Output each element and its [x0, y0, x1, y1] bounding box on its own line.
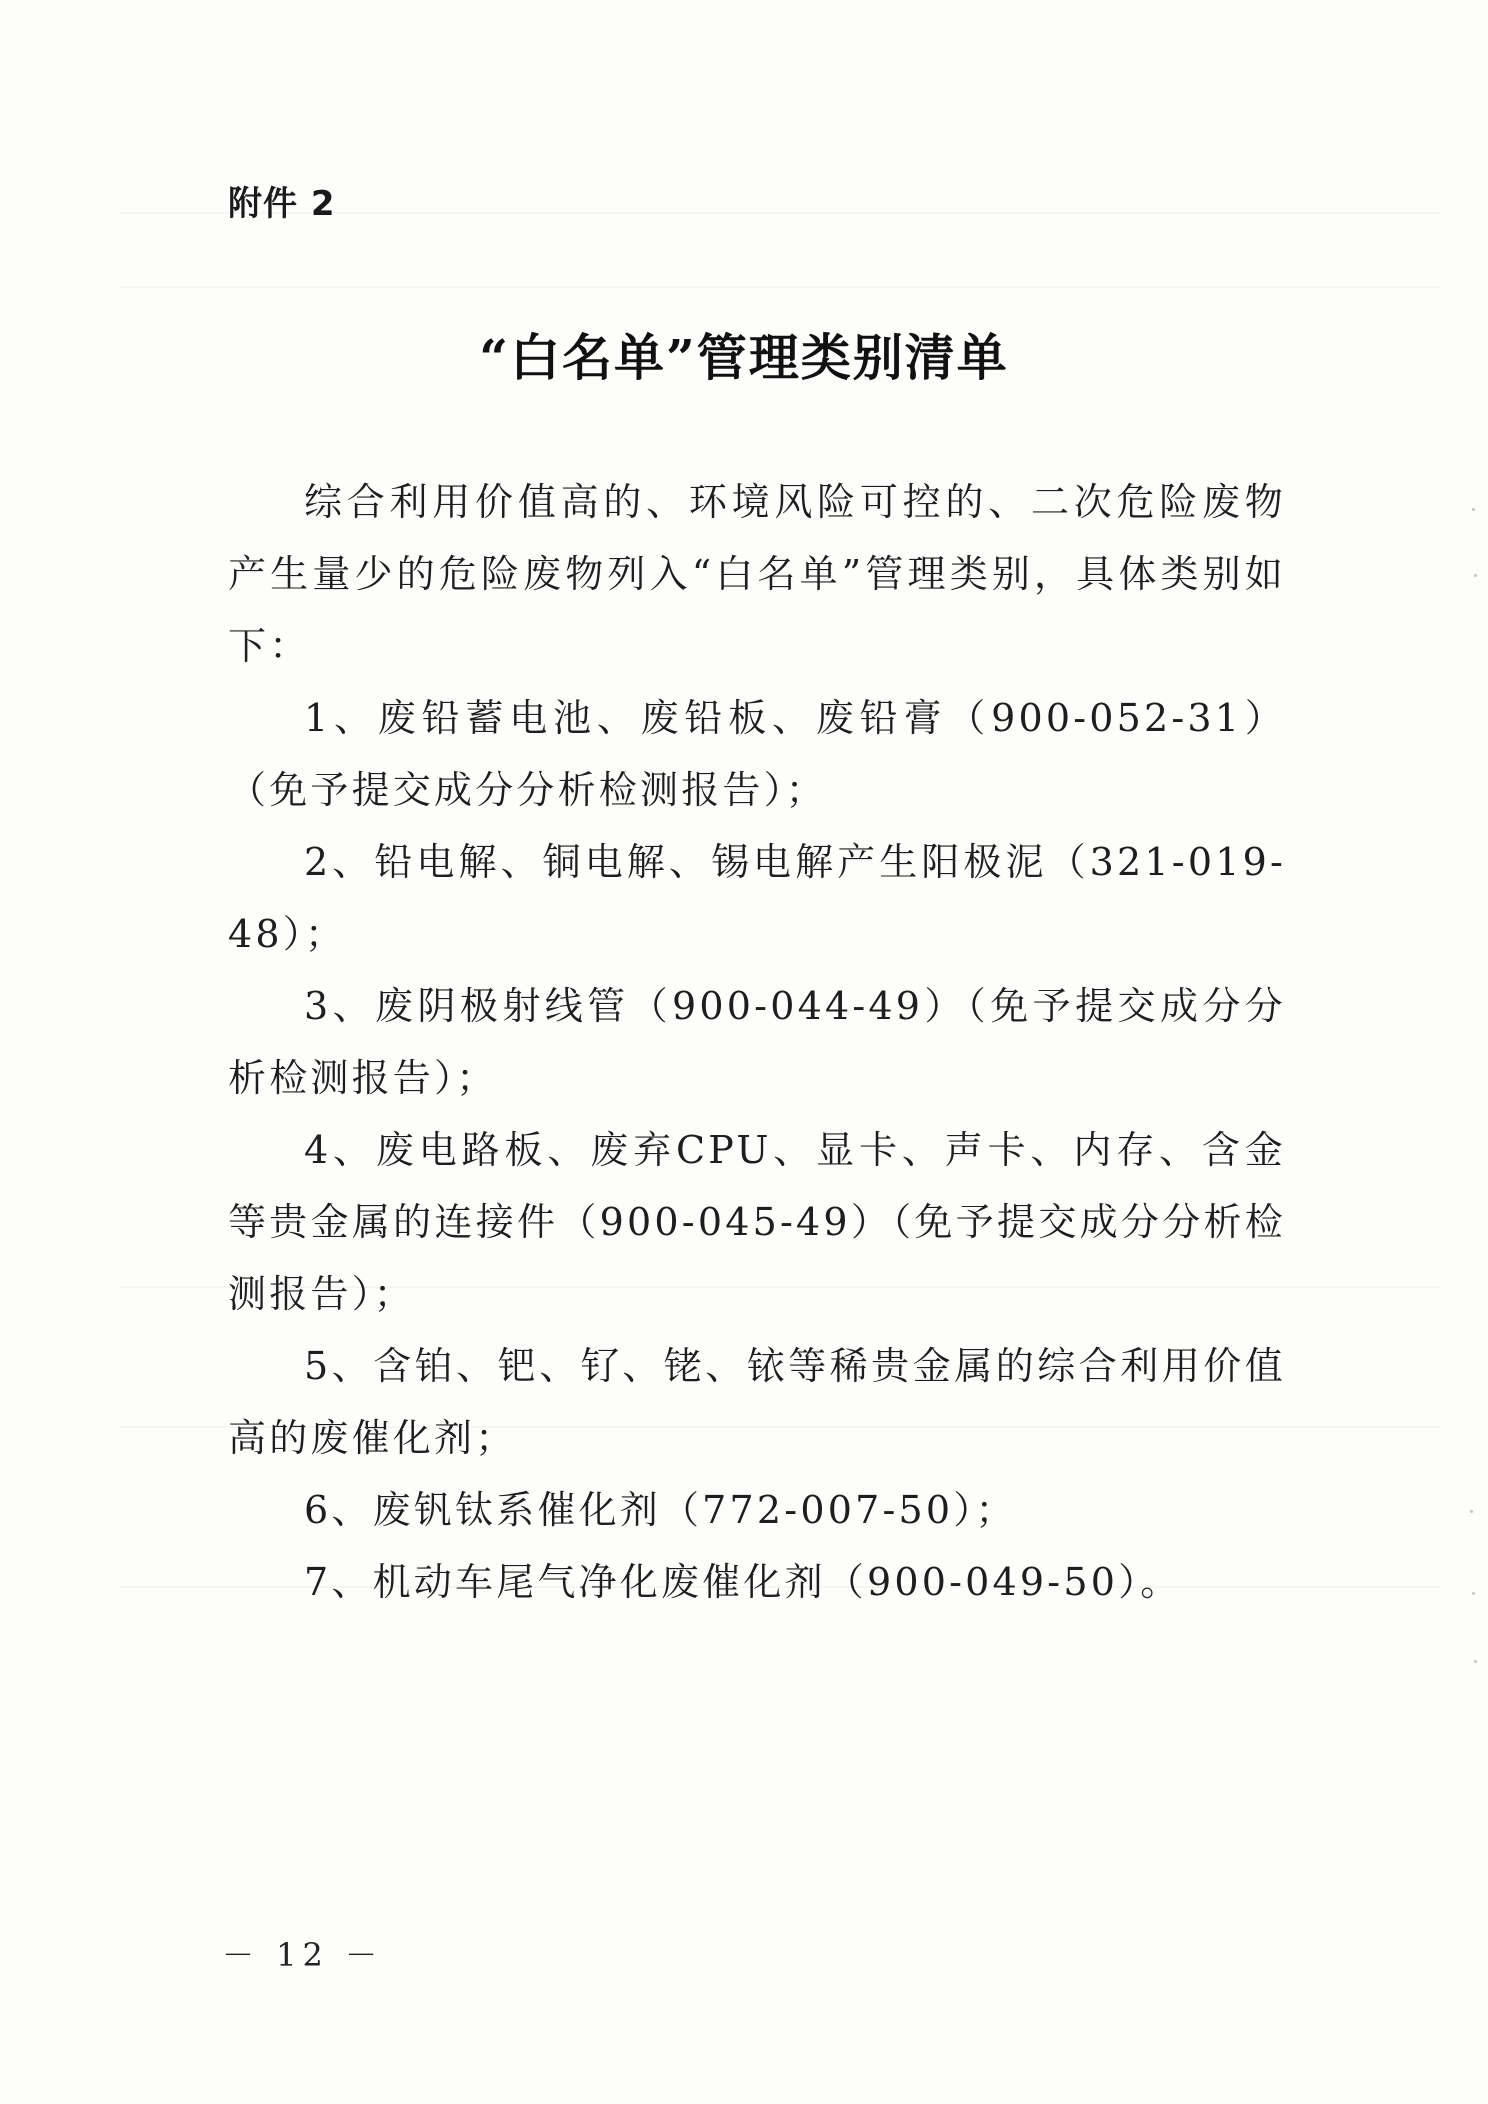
document-body [228, 466, 1286, 1618]
attachment-label: 附件 2 [228, 184, 336, 224]
list-item: 1、废铅蓄电池、废铅板、废铅膏（900-052-31）（免予提交成分分析检测报告）； [228, 696, 1286, 812]
list-item: 3、废阴极射线管（900-044-49）（免予提交成分分析检测报告）； [228, 984, 1286, 1100]
intro-paragraph: 综合利用价值高的、环境风险可控的、二次危险废物产生量少的危险废物列入“白名单”管理类别，具体类别如下： [228, 480, 1286, 668]
scan-speck [1474, 574, 1477, 577]
list-item: 6、废钒钛系催化剂（772-007-50）； [304, 1488, 1017, 1532]
scan-speck [1470, 1510, 1473, 1513]
document-title: “白名单”管理类别清单 [479, 328, 1009, 387]
list-item: 7、机动车尾气净化废催化剂（900-049-50）。 [304, 1560, 1182, 1604]
scan-shadow [120, 286, 1440, 288]
list-item: 5、含铂、钯、钌、铑、铱等稀贵金属的综合利用价值高的废催化剂； [228, 1344, 1286, 1460]
scan-speck [1474, 1660, 1477, 1663]
scan-speck [1472, 508, 1475, 511]
page-number: － 12 － [222, 1936, 384, 1974]
scan-speck [1472, 1592, 1475, 1595]
list-item: 4、废电路板、废弃CPU、显卡、声卡、内存、含金等贵金属的连接件（900-045-49）（免予提交成分分析检测报告）； [228, 1128, 1286, 1316]
list-item: 2、铅电解、铜电解、锡电解产生阳极泥（321-019-48）； [228, 840, 1286, 956]
